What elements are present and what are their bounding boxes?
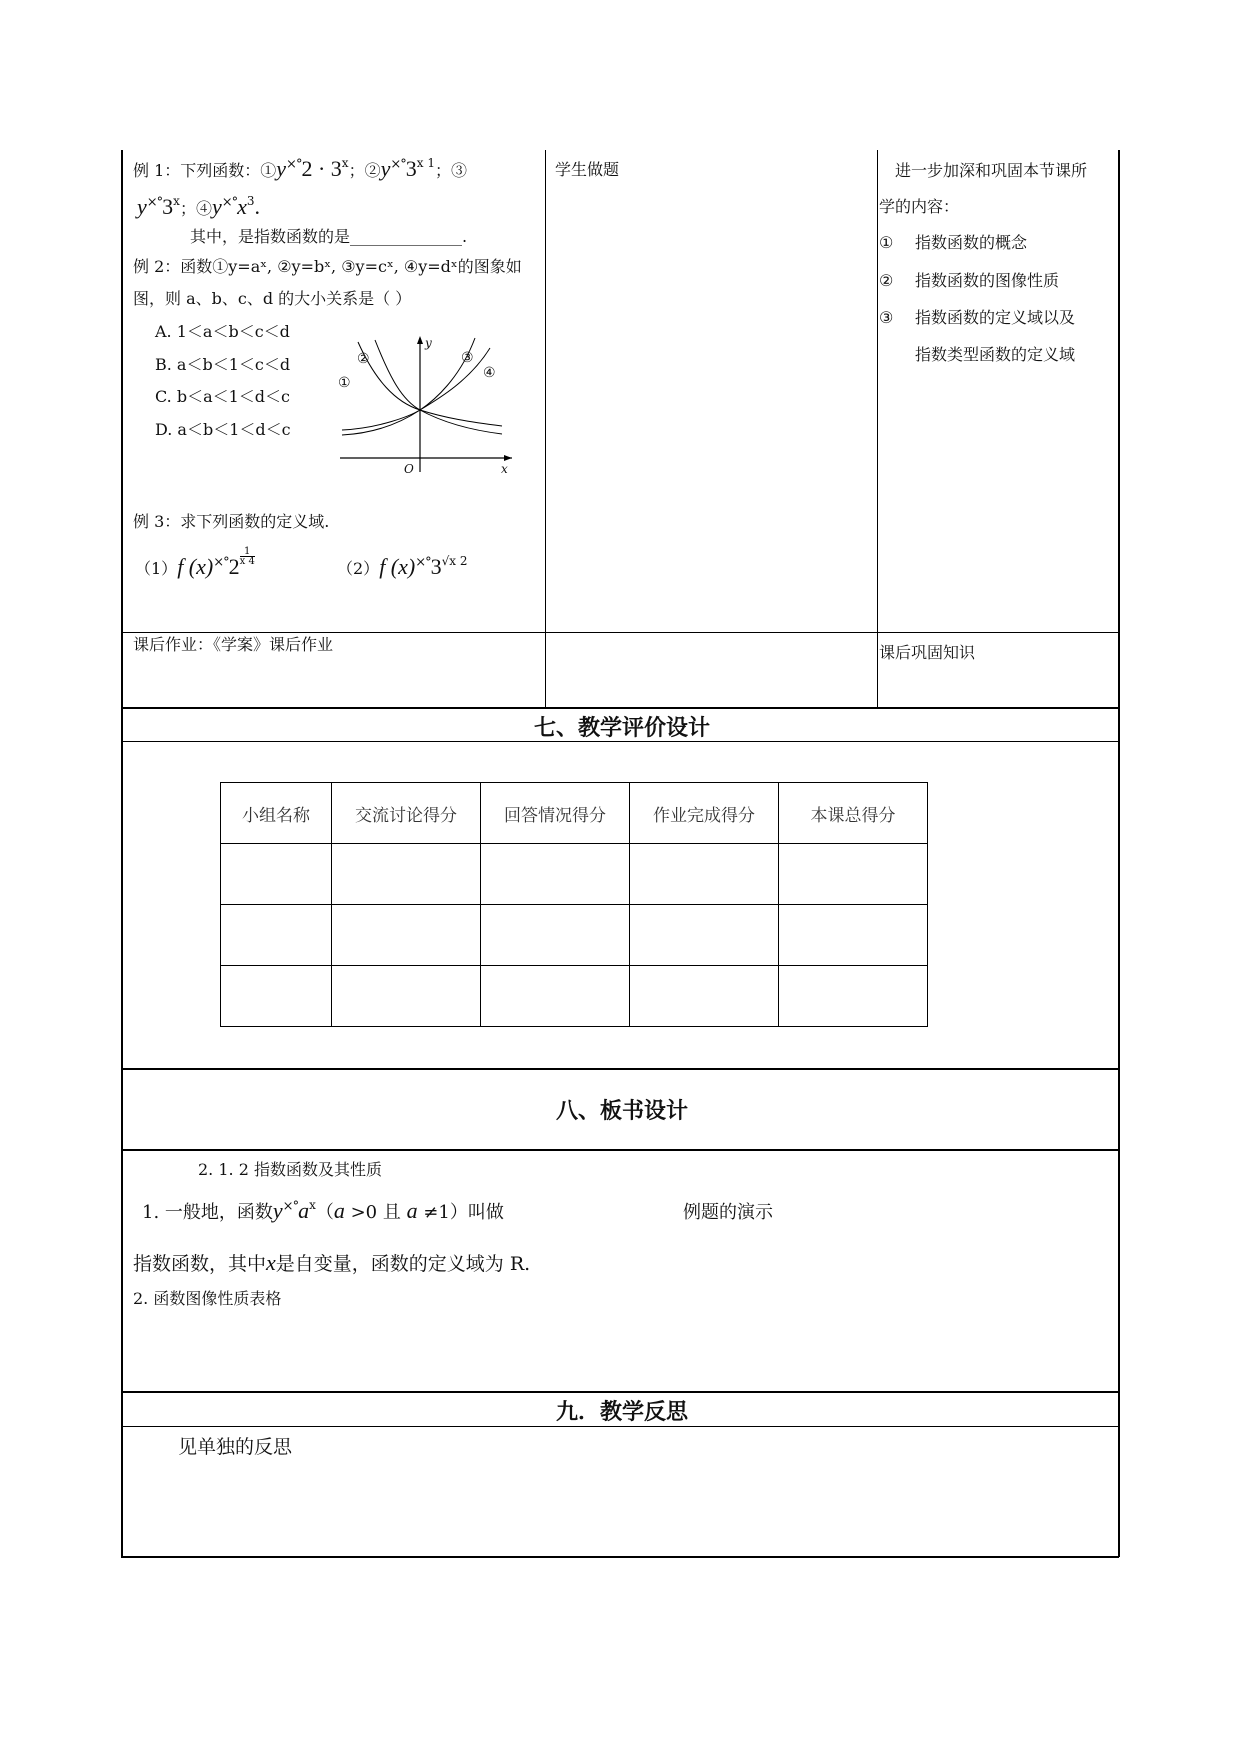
ex1-end: . xyxy=(254,194,261,219)
purpose-item1-num: ① xyxy=(879,233,894,252)
purpose-item3-continued: 指数类型函数的定义域 xyxy=(915,345,1076,364)
ex1-sep3: ；③ xyxy=(434,161,467,180)
table-border-bottom xyxy=(121,1556,1119,1558)
example2-option-a: A. 1＜a＜b＜c＜d xyxy=(155,322,290,341)
table-cell xyxy=(221,905,332,966)
table-cell xyxy=(332,905,481,966)
example2-line1: 例 2：函数①y=aˣ, ②y=bˣ, ③y=cˣ, ④y=dˣ的图象如 xyxy=(133,257,522,276)
table-row xyxy=(221,844,928,905)
ex1-f2-junk: ×° xyxy=(390,157,406,172)
row-divider-s9-top xyxy=(121,1391,1119,1393)
board-item1-cond-end: ≠1）叫做 xyxy=(417,1202,504,1223)
purpose-item2-text: 指数函数的图像性质 xyxy=(915,271,1060,290)
col-divider-1 xyxy=(545,150,546,708)
graph-label-x: x xyxy=(501,462,508,476)
row-divider-s8-title xyxy=(121,1149,1119,1151)
evaluation-header-total: 本课总得分 xyxy=(779,783,928,844)
table-cell xyxy=(630,966,779,1027)
student-activity: 学生做题 xyxy=(555,160,620,179)
ex1-f2-rhs: 3 xyxy=(405,156,417,181)
ex3-f2-junk: ×° xyxy=(415,555,431,570)
table-cell xyxy=(779,905,928,966)
row-divider-s8-top xyxy=(121,1068,1119,1070)
ex1-f3-junk: ×° xyxy=(146,195,163,210)
ex3-f1: f (x) xyxy=(177,554,214,579)
ex1-f3-sup: x xyxy=(173,194,180,208)
board-line2 xyxy=(133,1252,530,1275)
purpose-line2: 学的内容： xyxy=(879,197,960,216)
homework-text: 课后作业：《学案》课后作业 xyxy=(133,635,334,654)
board-item1-junk: ×° xyxy=(282,1199,299,1214)
graph-label-curve2: ② xyxy=(357,351,370,367)
board-item1-cond-a2: a xyxy=(406,1198,418,1223)
table-cell xyxy=(221,966,332,1027)
graph-label-curve1: ① xyxy=(338,375,351,391)
table-cell xyxy=(481,844,630,905)
board-item1-cond-mid: >0 且 xyxy=(344,1202,407,1223)
evaluation-header-row xyxy=(221,783,928,844)
board-item1-cond-open: （ xyxy=(315,1202,334,1223)
example1-question: 其中，是指数函数的是______________. xyxy=(190,227,468,246)
example3-title: 例 3：求下列函数的定义域. xyxy=(133,512,330,531)
purpose-item2-num: ② xyxy=(879,271,894,290)
ex1-f1-y: y xyxy=(276,156,287,181)
ex1-f4-y: y xyxy=(211,194,222,219)
section7-title: 七、教学评价设计 xyxy=(533,716,710,741)
purpose-line1: 进一步加深和巩固本节课所 xyxy=(895,161,1088,180)
col-divider-2 xyxy=(877,150,878,708)
board-item1-right: 例题的演示 xyxy=(683,1202,773,1223)
ex3-f2-sup: √x 2 xyxy=(441,554,468,568)
graph-label-curve4: ④ xyxy=(483,365,496,381)
ex3-f2: f (x) xyxy=(379,554,416,579)
table-cell xyxy=(332,844,481,905)
purpose-item1-text: 指数函数的概念 xyxy=(915,233,1028,252)
graph-label-curve3: ③ xyxy=(461,350,474,366)
table-cell xyxy=(779,966,928,1027)
ex3-f1-fraction xyxy=(240,547,255,566)
example2-option-b: B. a＜b＜1＜c＜d xyxy=(155,355,291,374)
ex3-f1-sup: x 4 xyxy=(239,556,255,567)
ex3-p2: （2） xyxy=(337,559,380,578)
table-cell xyxy=(481,966,630,1027)
reflection-text: 见单独的反思 xyxy=(178,1436,293,1458)
ex3-f2-rhs: 3 xyxy=(430,554,442,579)
board-heading: 2. 1. 2 指数函数及其性质 xyxy=(198,1160,382,1179)
ex1-sep2: ；② xyxy=(348,161,381,180)
ex3-f1-sup-num: 1 xyxy=(240,547,255,557)
ex3-f1-junk: ×° xyxy=(213,555,229,570)
table-border-left xyxy=(121,150,123,1557)
ex1-f4-sup: 3 xyxy=(246,194,255,208)
evaluation-header-group: 小组名称 xyxy=(221,783,332,844)
example3-formula1 xyxy=(135,546,255,582)
example2-option-c: C. b＜a＜1＜d＜c xyxy=(155,387,291,406)
table-cell xyxy=(779,844,928,905)
board-item1-y: y xyxy=(272,1198,283,1223)
section8-title: 八、板书设计 xyxy=(555,1099,688,1124)
ex1-f2-sup: x 1 xyxy=(416,156,435,170)
example1-line1 xyxy=(133,158,467,184)
evaluation-header-discussion: 交流讨论得分 xyxy=(332,783,481,844)
evaluation-table xyxy=(220,782,928,1027)
example1-line2 xyxy=(137,196,260,222)
ex1-f1-rhs: 2 · 3 xyxy=(301,156,342,181)
table-cell xyxy=(630,844,779,905)
ex3-f1-rhs: 2 xyxy=(228,554,240,579)
row-divider-s9-title xyxy=(121,1426,1119,1427)
example3-formula2 xyxy=(337,556,468,582)
table-border-right xyxy=(1118,150,1120,1557)
row-divider-homework xyxy=(121,632,1119,633)
board-item1-prefix: 1. 一般地，函数 xyxy=(142,1202,273,1223)
ex1-f3-y: y xyxy=(137,194,147,219)
board-item1 xyxy=(142,1200,504,1226)
board-item1-a: a xyxy=(298,1198,310,1223)
ex1-f4-rhs: x xyxy=(237,194,247,219)
section9-title: 九．教学反思 xyxy=(555,1400,688,1425)
purpose-item3-num: ③ xyxy=(879,308,894,327)
ex1-f2-y: y xyxy=(380,156,391,181)
ex1-f4-junk: ×° xyxy=(221,195,238,210)
table-row xyxy=(221,966,928,1027)
purpose-item3-text: 指数函数的定义域以及 xyxy=(915,308,1076,327)
example2-line2: 图，则 a、b、c、d 的大小关系是（ ） xyxy=(133,289,412,308)
board-line2-prefix: 指数函数，其中 xyxy=(133,1253,267,1275)
example1-prefix: 例 1：下列函数：① xyxy=(133,161,277,180)
example2-option-d: D. a＜b＜1＜d＜c xyxy=(155,420,291,439)
ex1-f1-sup: x xyxy=(341,156,349,170)
board-item1-cond-a: a xyxy=(333,1198,345,1223)
row-divider-s7-top xyxy=(121,707,1119,709)
board-item2: 2. 函数图像性质表格 xyxy=(133,1289,282,1308)
table-cell xyxy=(332,966,481,1027)
board-line2-rest: 是自变量，函数的定义域为 R. xyxy=(275,1253,531,1275)
graph-label-y: y xyxy=(425,336,432,350)
graph-label-origin: O xyxy=(404,462,414,476)
homework-purpose: 课后巩固知识 xyxy=(879,643,976,662)
board-item1-sup: x xyxy=(309,1198,316,1212)
ex3-p1: （1） xyxy=(135,559,178,578)
table-cell xyxy=(221,844,332,905)
evaluation-header-answers: 回答情况得分 xyxy=(481,783,630,844)
table-cell xyxy=(481,905,630,966)
evaluation-header-homework: 作业完成得分 xyxy=(630,783,779,844)
ex1-sep4: ；④ xyxy=(179,199,212,218)
ex1-f3-rhs: 3 xyxy=(162,194,174,219)
table-row xyxy=(221,905,928,966)
table-cell xyxy=(630,905,779,966)
board-line2-x: x xyxy=(266,1250,276,1275)
ex1-f1-junk: ×° xyxy=(286,157,302,172)
